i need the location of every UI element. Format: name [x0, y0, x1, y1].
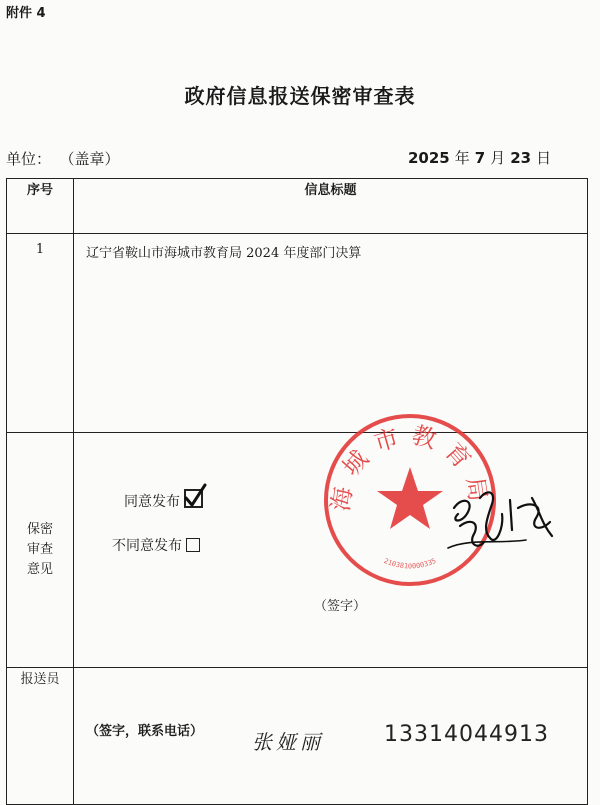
table-row — [7, 234, 588, 433]
unit-line — [6, 148, 120, 169]
unit-stamp-note: （盖章） — [67, 150, 120, 168]
table-header-row — [7, 179, 588, 234]
attachment-label: 附件 4 — [6, 6, 46, 21]
date-line — [408, 147, 556, 168]
submitter-cell — [74, 668, 588, 805]
svg-text:2103810000335 — [383, 557, 438, 570]
submitter-row — [7, 668, 588, 805]
disagree-checkbox[interactable] — [186, 538, 200, 552]
disagree-option — [112, 535, 200, 555]
handwritten-signature-icon — [440, 478, 570, 568]
seal-text: 海城市教育局 — [326, 420, 494, 513]
review-label-line-1: 保密 — [26, 522, 53, 537]
row-title-cell — [74, 234, 588, 433]
review-label — [7, 433, 74, 668]
row-seq: 1 — [35, 242, 45, 257]
agree-checkbox[interactable] — [184, 489, 203, 508]
submitter-label: 报送员 — [7, 668, 74, 805]
disagree-label: 不同意发布 — [112, 538, 182, 554]
date-day-unit: 日 — [536, 149, 552, 167]
submitter-field-note: （签字，联系电话） — [86, 724, 204, 739]
date-month: 7 — [474, 149, 486, 167]
review-sign-note: （签字） — [314, 599, 367, 614]
submitter-name: 张娅丽 — [252, 730, 324, 754]
header-seq: 序号 — [7, 179, 74, 234]
header-title: 信息标题 — [74, 179, 588, 234]
review-label-line-2: 审查 — [26, 542, 53, 557]
date-month-unit: 月 — [490, 149, 506, 167]
review-label-line-3: 意见 — [26, 562, 53, 577]
agree-label: 同意发布 — [124, 494, 180, 510]
date-day: 23 — [510, 149, 532, 167]
submitter-phone: 13314044913 — [384, 722, 549, 747]
row-seq-cell — [7, 234, 74, 433]
agree-option — [124, 489, 203, 511]
row-title: 辽宁省鞍山市海城市教育局 2024 年度部门决算 — [86, 246, 362, 261]
date-year: 2025 — [408, 149, 450, 167]
checkmark-icon — [183, 483, 207, 509]
seal-serial: 2103810000335 — [382, 556, 438, 571]
page-title: 政府信息报送保密审查表 — [184, 84, 416, 108]
unit-label: 单位： — [6, 150, 52, 168]
date-year-unit: 年 — [454, 149, 470, 167]
